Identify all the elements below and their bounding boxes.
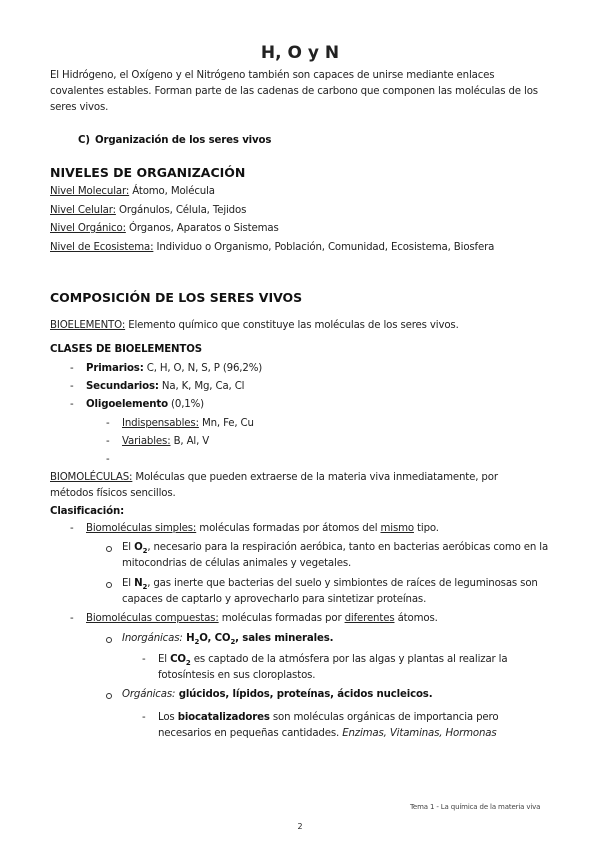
primarios-desc: C, H, O, N, S, P (96,2%) (143, 363, 263, 374)
n2-formula (134, 578, 148, 592)
n2-line-2: capaces de captarlo y aprovecharlo para sintetizar proteínas. (122, 594, 427, 605)
list-dash: - (70, 363, 74, 374)
co2-pre: El (158, 654, 171, 665)
simples-item (86, 520, 439, 537)
intro-line-2: covalentes estables. Forman parte de las cadenas de carbono que componen las moléculas de los (50, 86, 538, 97)
biomoleculas-term: BIOMOLÉCULAS: (50, 472, 133, 483)
secundarios-item (86, 378, 244, 395)
simples-post: tipo. (413, 523, 439, 534)
biocat-pre: Los (158, 712, 178, 723)
clases-heading: CLASES DE BIOELEMENTOS (50, 344, 202, 355)
biomoleculas-line-2: métodos físicos sencillos. (50, 488, 176, 499)
co2-formula-subscript: 2 (185, 659, 191, 668)
composicion-heading: COMPOSICIÓN DE LOS SERES VIVOS (50, 290, 303, 305)
bioelemento-term: BIOELEMENTO: (50, 320, 126, 331)
biocat-line-1: son moléculas orgánicas de importancia pero (269, 712, 499, 723)
co2-line-2: fotosíntesis en sus cloroplastos. (158, 670, 316, 681)
inorganicas-list (182, 633, 334, 647)
n2-line-1: , gas inerte que bacterias del suelo y simbiontes de raíces de leguminosas son (147, 578, 538, 589)
circle-bullet-icon (106, 693, 112, 699)
nivel-desc: Átomo, Molécula (129, 186, 215, 197)
n2-element: N (134, 578, 143, 589)
n2-pre: El (122, 578, 135, 589)
list-dash: - (70, 613, 74, 624)
bioelemento-desc: Elemento químico que constituye las moléculas de los seres vivos. (125, 320, 459, 331)
inorganicas-item (122, 630, 333, 647)
biocat-term: biocatalizadores (177, 712, 270, 723)
variables-item (122, 433, 209, 450)
page-footer: Tema 1 - La química de la materia viva (410, 803, 541, 811)
page-title: H, O y N (260, 43, 340, 63)
nivel-ecosistema (50, 239, 494, 256)
nivel-term: Nivel Orgánico: (50, 223, 126, 234)
circle-bullet-icon (106, 637, 112, 643)
o2-element: O (134, 542, 143, 553)
nivel-desc: Órganos, Aparatos o Sistemas (125, 223, 279, 234)
list-dash: - (70, 381, 74, 392)
inorganicas-label: Inorgánicas: (122, 633, 183, 644)
list-dash: - (106, 418, 110, 429)
co2-line-1: es captado de la atmósfera por las algas y plantas al realizar la (190, 654, 508, 665)
oligoelemento-item (86, 396, 204, 413)
simples-pre: moléculas formadas por átomos del (196, 523, 381, 534)
o2-formula (134, 542, 148, 556)
nivel-term: Nivel de Ecosistema: (50, 242, 154, 253)
section-c-title: Organización de los seres vivos (95, 135, 272, 146)
nivel-desc: Individuo o Organismo, Población, Comunidad, Ecosistema, Biosfera (153, 242, 495, 253)
organicas-item (122, 686, 432, 703)
o2-pre: El (122, 542, 135, 553)
nivel-organico (50, 220, 279, 237)
n2-item (122, 575, 538, 592)
o2-line-2: mitocondrias de células animales y vegetales. (122, 558, 352, 569)
nivel-term: Nivel Celular: (50, 205, 116, 216)
compuestas-emphasis: diferentes (344, 613, 395, 624)
h2o-subscript: 2 (194, 638, 200, 647)
h2o-o-co: O, CO (199, 633, 231, 644)
primarios-term: Primarios: (86, 363, 144, 374)
clasificacion-heading: Clasificación: (50, 506, 124, 517)
list-dash: - (142, 712, 146, 723)
compuestas-post: átomos. (394, 613, 438, 624)
indispensables-desc: Mn, Fe, Cu (198, 418, 254, 429)
biocat-examples: Enzimas, Vitaminas, Hormonas (342, 728, 497, 739)
n2-subscript: 2 (142, 583, 148, 592)
nivel-molecular (50, 183, 215, 200)
list-dash-empty: - (106, 454, 110, 465)
list-dash: - (70, 399, 74, 410)
organicas-label: Orgánicas: (122, 689, 176, 700)
niveles-heading: NIVELES DE ORGANIZACIÓN (50, 165, 246, 180)
circle-bullet-icon (106, 546, 112, 552)
h2o-h: H (182, 633, 195, 644)
biomoleculas-line-1: Moléculas que pueden extraerse de la materia viva inmediatamente, por (132, 472, 498, 483)
list-dash: - (142, 654, 146, 665)
secundarios-term: Secundarios: (86, 381, 159, 392)
o2-item (122, 539, 548, 556)
biocatalizadores-item (158, 709, 498, 726)
intro-line-3: seres vivos. (50, 102, 109, 113)
compuestas-term: Biomoléculas compuestas: (86, 613, 219, 624)
indispensables-term: Indispensables: (122, 418, 199, 429)
co2-item (158, 651, 507, 668)
co2-formula (170, 654, 191, 668)
biomoleculas-definition (50, 469, 498, 486)
inorganicas-rest: , sales minerales. (235, 633, 334, 644)
bioelemento-definition (50, 317, 459, 334)
circle-bullet-icon (106, 582, 112, 588)
compuestas-pre: moléculas formadas por (218, 613, 345, 624)
oligo-term: Oligoelemento (86, 399, 168, 410)
variables-desc: B, Al, V (170, 436, 210, 447)
secundarios-desc: Na, K, Mg, Ca, Cl (158, 381, 245, 392)
organicas-list: glúcidos, lípidos, proteínas, ácidos nucleicos. (175, 689, 433, 700)
indispensables-item (122, 415, 254, 432)
compuestas-item (86, 610, 438, 627)
variables-term: Variables: (122, 436, 171, 447)
nivel-celular (50, 202, 246, 219)
o2-subscript: 2 (142, 547, 148, 556)
simples-term: Biomoléculas simples: (86, 523, 197, 534)
primarios-item (86, 360, 262, 377)
page-number: 2 (297, 822, 303, 831)
simples-emphasis: mismo (380, 523, 414, 534)
section-c-label: C) (78, 135, 90, 146)
biocatalizadores-line-2 (158, 725, 497, 742)
intro-line-1: El Hidrógeno, el Oxígeno y el Nitrógeno también son capaces de unirse mediante enlaces (50, 70, 495, 81)
biocat-line-2: necesarios en pequeñas cantidades. (158, 728, 343, 739)
nivel-term: Nivel Molecular: (50, 186, 130, 197)
oligo-desc: (0,1%) (167, 399, 204, 410)
list-dash: - (106, 436, 110, 447)
nivel-desc: Orgánulos, Célula, Tejidos (115, 205, 247, 216)
co2-subscript: 2 (230, 638, 236, 647)
o2-line-1: , necesario para la respiración aeróbica, tanto en bacterias aeróbicas como en la (147, 542, 549, 553)
list-dash: - (70, 523, 74, 534)
co2-element: CO (170, 654, 186, 665)
